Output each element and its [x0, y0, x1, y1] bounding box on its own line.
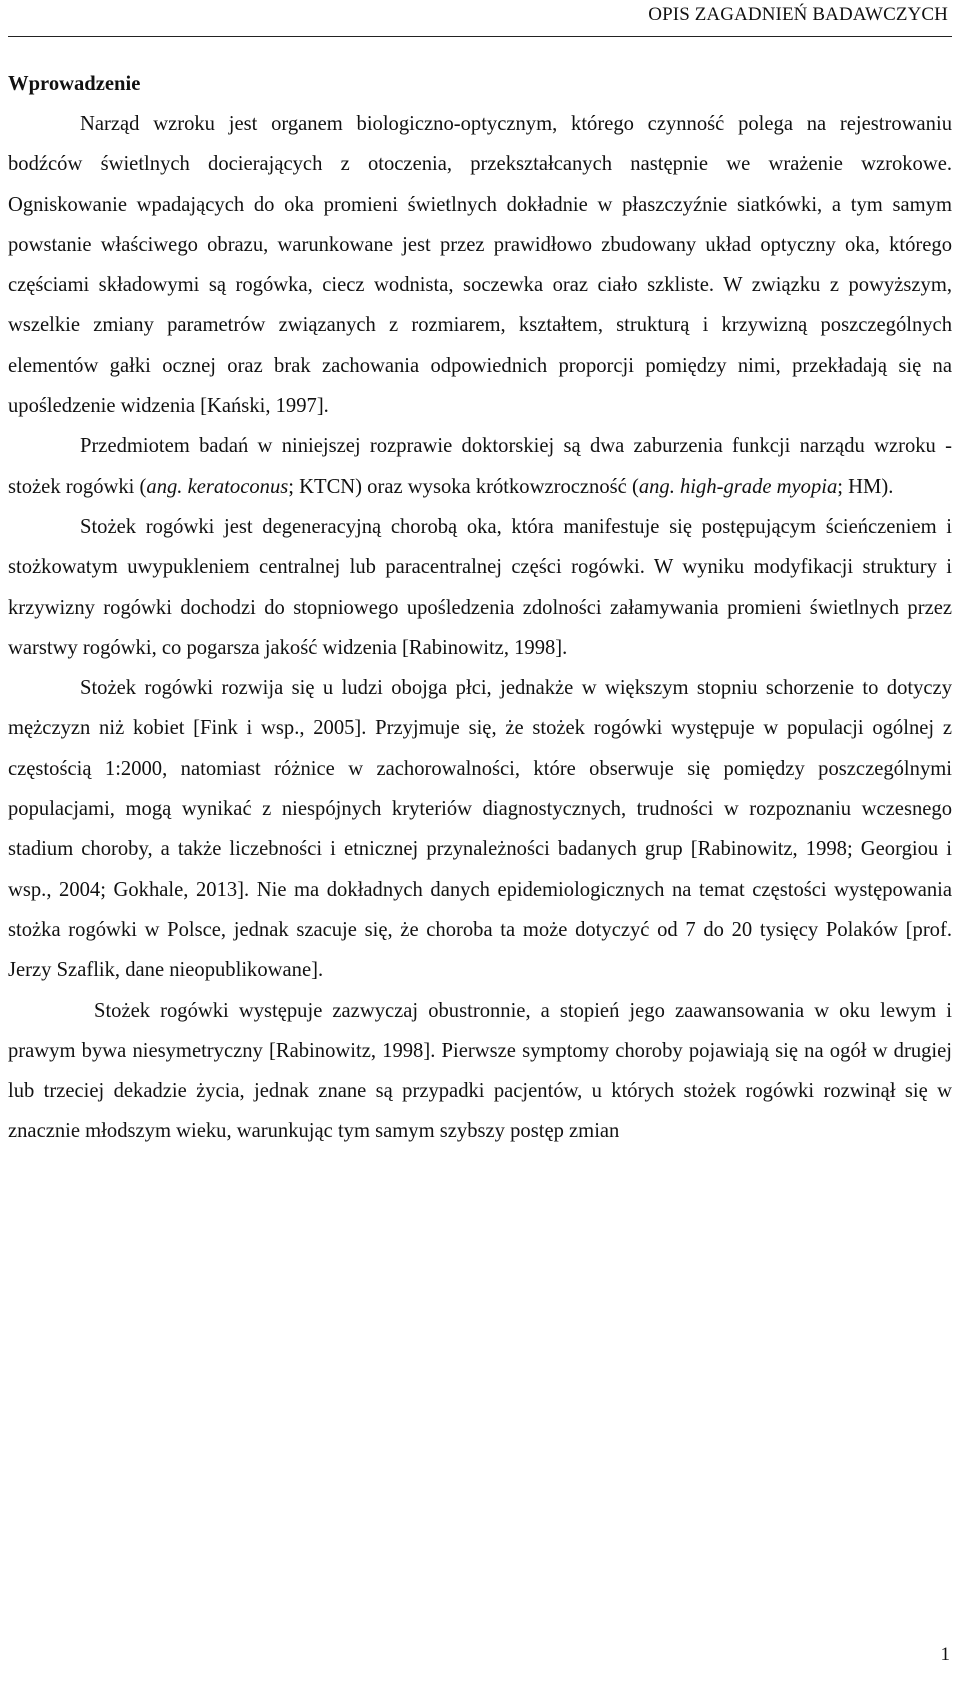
- page-number: 1: [940, 1644, 950, 1665]
- document-body: [8, 64, 952, 1152]
- running-header: OPIS ZAGADNIEŃ BADAWCZYCH: [648, 4, 948, 25]
- paragraph-keratoconus-definition: Stożek rogówki jest degeneracyjną chorobą oka, która manifestuje się postępującym ścieńczeniem i stożkowatym uwypukleniem centralnej lub paracentralnej części rogówki. W wyniku modyfikacji struktury i krzywizny rogówki dochodzi do stopniowego upośledzenia zdolności załamywania promieni świetlnych przez warstwy rogówki, co pogarsza jakość widzenia [Rabinowitz, 1998].: [8, 515, 952, 659]
- section-heading: Wprowadzenie: [8, 73, 141, 95]
- italic-term: ang. high-grade myopia: [638, 475, 838, 498]
- paragraph-text: ; HM).: [837, 475, 894, 498]
- paragraph-intro: Narząd wzroku jest organem biologiczno-optycznym, którego czynność polega na rejestrowaniu bodźców świetlnych docierających z otoczenia, przekształcanych następnie we wrażenie wzrokowe. Ogniskowanie wpadających do oka promieni świetlnych dokładnie w płaszczyźnie siatkówki, a tym samym powstanie właściwego obrazu, warunkowane jest przez prawidłowo zbudowany układ optyczny oka, którego częściami składowymi są rogówka, ciecz wodnista, soczewka oraz ciało szkliste. W związku z powyższym, wszelkie zmiany parametrów związanych z rozmiarem, kształtem, strukturą i krzywizną poszczególnych elementów gałki ocznej oraz brak zachowania odpowiednich proporcji pomiędzy nimi, przekładają się na upośledzenie widzenia [Kański, 1997].: [8, 113, 952, 418]
- paragraph-research-subject: [8, 426, 952, 507]
- header-divider: [8, 36, 952, 37]
- paragraph-text: Przedmiotem badań w niniejszej rozprawie doktorskiej są dwa zaburzenia funkcji narządu wzroku - stożek rogówki (: [8, 435, 952, 498]
- paragraph-symptoms: Stożek rogówki występuje zazwyczaj obustronnie, a stopień jego zaawansowania w oku lewym i prawym bywa niesymetryczny [Rabinowitz, 1998]. Pierwsze symptomy choroby pojawiają się na ogół w drugiej lub trzeciej dekadzie życia, jednak znane są przypadki pacjentów, u których stożek rogówki rozwinął się w znacznie młodszym wieku, warunkując tym samym szybszy postęp zmian: [8, 999, 952, 1143]
- paragraph-epidemiology: Stożek rogówki rozwija się u ludzi obojga płci, jednakże w większym stopniu schorzenie to dotyczy mężczyzn niż kobiet [Fink i wsp., 2005]. Przyjmuje się, że stożek rogówki występuje w populacji ogólnej z częstością 1:2000, natomiast różnice w zachorowalności, które obserwuje się pomiędzy poszczególnymi populacjami, mogą wynikać z niespójnych kryteriów diagnostycznych, trudności w rozpoznaniu wczesnego stadium choroby, a także liczebności i etnicznej przynależności badanych grup [Rabinowitz, 1998; Georgiou i wsp., 2004; Gokhale, 2013]. Nie ma dokładnych danych epidemiologicznych na temat częstości występowania stożka rogówki w Polsce, jednak szacuje się, że choroba ta może dotyczyć od 7 do 20 tysięcy Polaków [prof. Jerzy Szaflik, dane nieopublikowane].: [8, 677, 952, 982]
- paragraph-text: ; KTCN) oraz wysoka krótkowzroczność (: [288, 475, 639, 498]
- italic-term: ang. keratoconus: [146, 475, 289, 498]
